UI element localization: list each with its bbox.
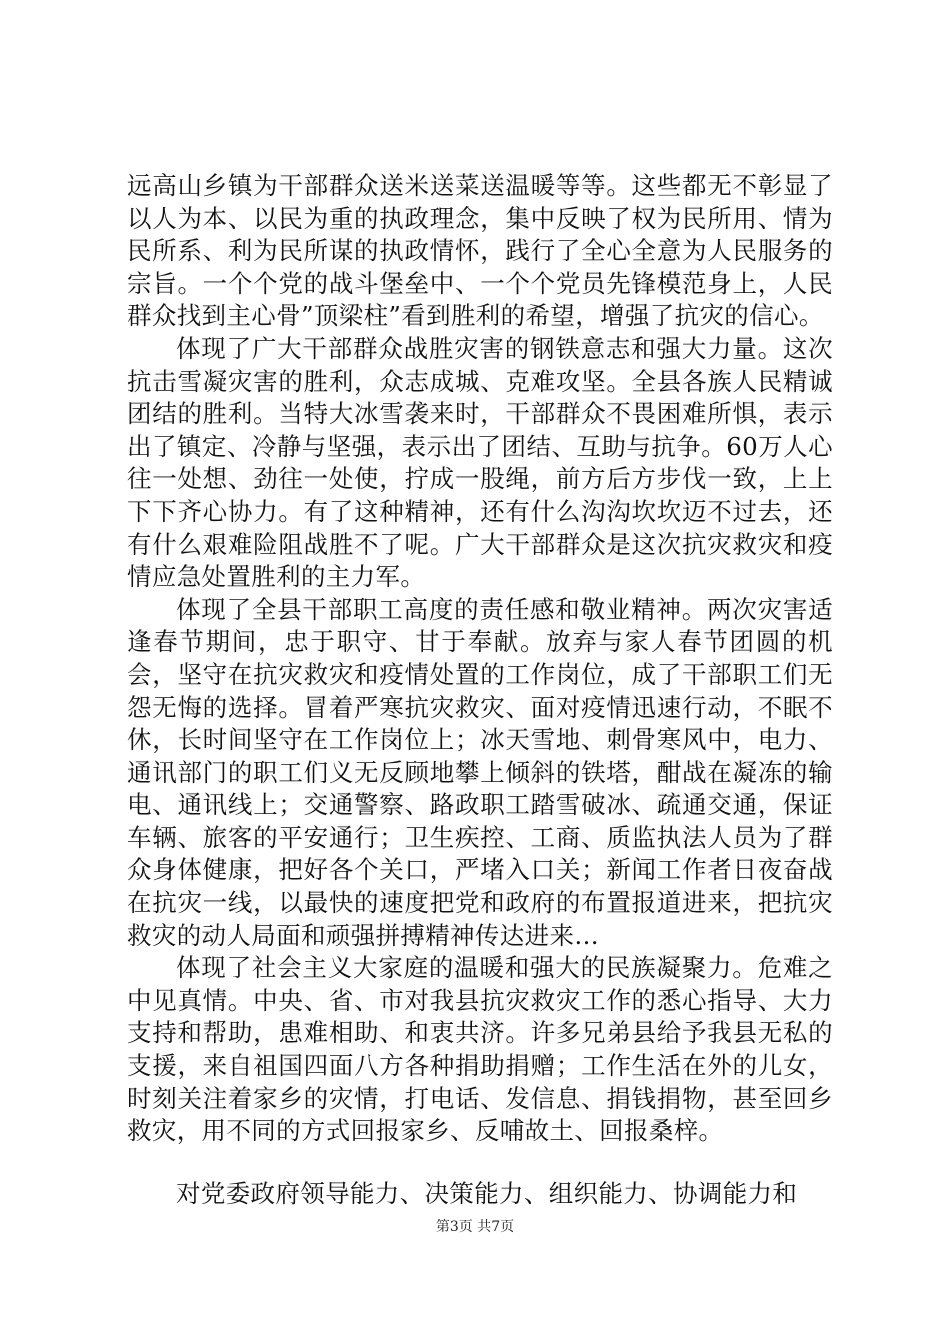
paragraph-2: 体现了广大干部群众战胜灾害的钢铁意志和强大力量。这次抗击雪凝灾害的胜利，众志成城、克难攻坚。全县各族人民精诚团结的胜利。当特大冰雪袭来时，干部群众不畏困难所惧，表示出了镇定、冷静与坚强，表示出了团结、互助与抗争。60万人心往一处想、劲往一处使，拧成一股绳，前方后方步伐一致，上上下下齐心协力。有了这种精神，还有什么沟沟坎坎迈不过去，还有什么艰难险阻战胜不了呢。广大干部群众是这次抗灾救灾和疫情应急处置胜利的主力军。 xyxy=(127,333,833,592)
paragraph-5: 对党委政府领导能力、决策能力、组织能力、协调能力和 xyxy=(176,1178,798,1208)
paragraph-4: 体现了社会主义大家庭的温暖和强大的民族凝聚力。危难之中见真情。中央、省、市对我县抗灾救灾工作的悉心指导、大力支持和帮助，患难相助、和衷共济。许多兄弟县给予我县无私的支援，来自祖国四面八方各种捐助捐赠；工作生活在外的儿女，时刻关注着家乡的灾情，打电话、发信息、捐钱捐物，甚至回乡救灾，用不同的方式回报家乡、反哺故土、回报桑梓。 xyxy=(127,953,833,1146)
paragraph-1: 远高山乡镇为干部群众送米送菜送温暖等等。这些都无不彰显了以人为本、以民为重的执政理念，集中反映了权为民所用、情为民所系、利为民所谋的执政情怀，践行了全心全意为人民服务的宗旨。一个个党的战斗堡垒中、一个个党员先锋模范身上，人民群众找到主心骨”顶梁柱”看到胜利的希望，增强了抗灾的信心。 xyxy=(127,171,833,331)
document-body xyxy=(127,170,833,1210)
paragraph-3: 体现了全县干部职工高度的责任感和敬业精神。两次灾害适逢春节期间，忠于职守、甘于奉献。放弃与家人春节团圆的机会，坚守在抗灾救灾和疫情处置的工作岗位，成了干部职工们无怨无悔的选择。冒着严寒抗灾救灾、面对疫情迅速行动，不眠不休，长时间坚守在工作岗位上；冰天雪地、刺骨寒风中，电力、通讯部门的职工们义无反顾地攀上倾斜的铁塔，酣战在凝冻的输电、通讯线上；交通警察、路政职工踏雪破冰、疏通交通，保证车辆、旅客的平安通行；卫生疾控、工商、质监执法人员为了群众身体健康，把好各个关口，严堵入口关；新闻工作者日夜奋战在抗灾一线，以最快的速度把党和政府的布置报道进来，把抗灾救灾的动人局面和顽强拼搏精神传达进来… xyxy=(127,594,833,950)
page-footer: 第3页 共7页 xyxy=(435,1219,515,1235)
